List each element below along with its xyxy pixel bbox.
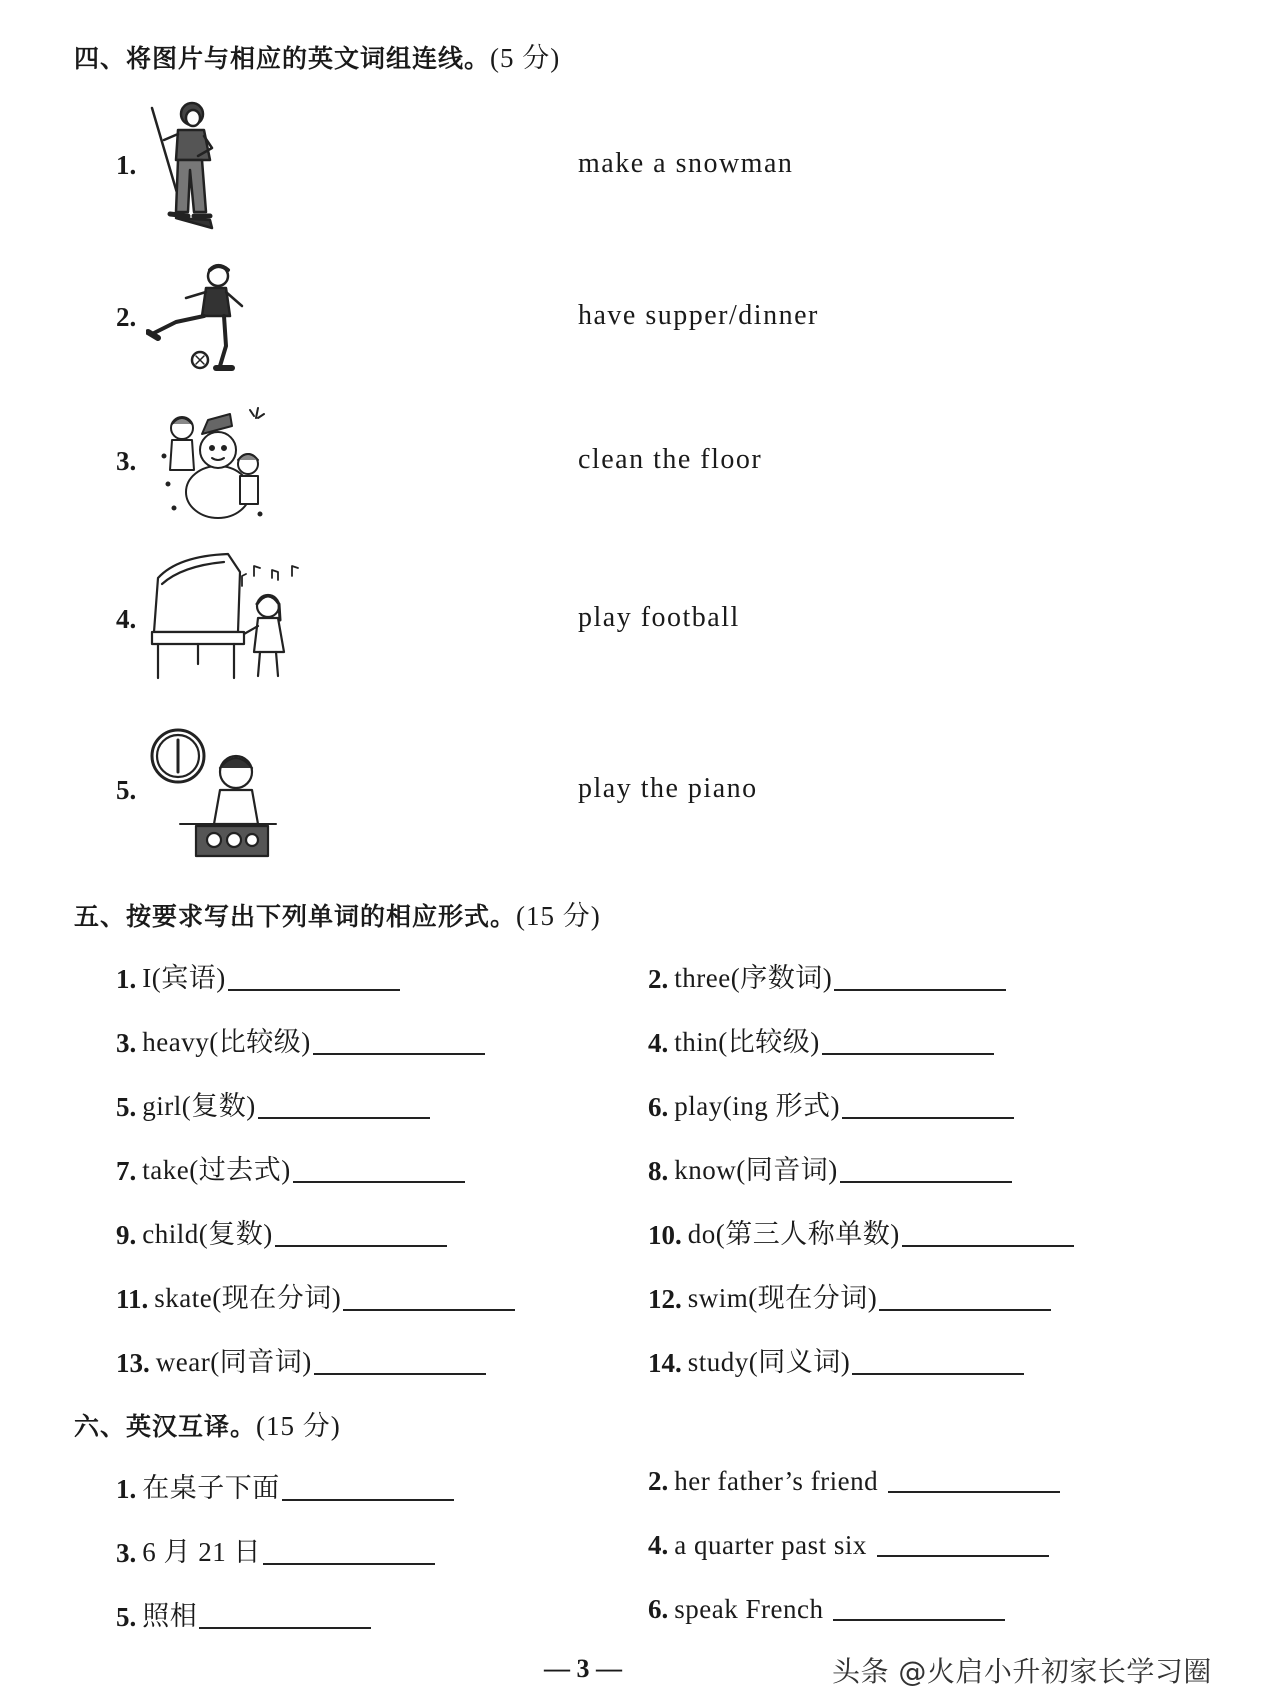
section5-title: 五、按要求写出下列单词的相应形式。(15 分) [74, 901, 601, 931]
answer-blank[interactable] [877, 1535, 1049, 1557]
answer-blank[interactable] [902, 1225, 1074, 1247]
word-form-item-2: 2. three(序数词) [648, 956, 1006, 995]
boy-kicking-football-icon [146, 262, 250, 372]
answer-blank[interactable] [842, 1097, 1014, 1119]
answer-blank[interactable] [228, 969, 400, 991]
answer-blank[interactable] [258, 1097, 430, 1119]
kids-with-snowman-icon [160, 404, 270, 522]
word-form-item-12: 12. swim(现在分词) [648, 1276, 1051, 1315]
word-form-item-5: 5. girl(复数) [116, 1084, 430, 1123]
boy-eating-dinner-with-clock-icon [150, 728, 284, 860]
section4-title: 四、将图片与相应的英文词组连线。(5 分) [74, 43, 561, 73]
answer-blank[interactable] [888, 1471, 1060, 1493]
picture-number-3: 3. [116, 446, 137, 476]
picture-number-2: 2. [116, 302, 137, 332]
answer-blank[interactable] [879, 1289, 1051, 1311]
answer-blank[interactable] [282, 1479, 454, 1501]
answer-blank[interactable] [852, 1353, 1024, 1375]
word-form-item-9: 9. child(复数) [116, 1212, 447, 1251]
word-form-item-10: 10. do(第三人称单数) [648, 1212, 1074, 1251]
word-form-item-13: 13. wear(同音词) [116, 1340, 486, 1379]
answer-blank[interactable] [199, 1607, 371, 1629]
picture-number-4: 4. [116, 604, 137, 634]
phrase-3: clean the floor [578, 444, 763, 475]
answer-blank[interactable] [263, 1543, 435, 1565]
word-form-item-6: 6. play(ing 形式) [648, 1084, 1014, 1123]
answer-blank[interactable] [314, 1353, 486, 1375]
watermark: 头条 @火启小升初家长学习圈 [832, 1655, 1212, 1688]
answer-blank[interactable] [834, 969, 1006, 991]
translation-item-5: 5. 照相 [116, 1594, 371, 1633]
phrase-4: play football [578, 602, 740, 633]
answer-blank[interactable] [343, 1289, 515, 1311]
translation-item-6: 6. speak French [648, 1594, 1005, 1625]
word-form-item-4: 4. thin(比较级) [648, 1020, 994, 1059]
word-form-item-3: 3. heavy(比较级) [116, 1020, 485, 1059]
translation-item-1: 1. 在桌子下面 [116, 1466, 454, 1505]
answer-blank[interactable] [833, 1599, 1005, 1621]
phrase-2: have supper/dinner [578, 300, 819, 331]
picture-number-1: 1. [116, 150, 137, 180]
answer-blank[interactable] [313, 1033, 485, 1055]
answer-blank[interactable] [293, 1161, 465, 1183]
word-form-item-14: 14. study(同义词) [648, 1340, 1024, 1379]
translation-item-2: 2. her father’s friend [648, 1466, 1060, 1497]
girl-sweeping-floor-icon [140, 100, 240, 232]
translation-item-4: 4. a quarter past six [648, 1530, 1049, 1561]
word-form-item-7: 7. take(过去式) [116, 1148, 465, 1187]
section6-title: 六、英汉互译。(15 分) [74, 1411, 341, 1441]
answer-blank[interactable] [840, 1161, 1012, 1183]
word-form-item-11: 11. skate(现在分词) [116, 1276, 515, 1315]
word-form-item-1: 1. I(宾语) [116, 956, 400, 995]
answer-blank[interactable] [822, 1033, 994, 1055]
phrase-1: make a snowman [578, 148, 794, 179]
picture-number-5: 5. [116, 775, 137, 805]
translation-item-3: 3. 6 月 21 日 [116, 1530, 435, 1569]
word-form-item-8: 8. know(同音词) [648, 1148, 1012, 1187]
girl-playing-piano-icon [148, 552, 304, 682]
answer-blank[interactable] [275, 1225, 447, 1247]
phrase-5: play the piano [578, 773, 758, 804]
page-number: — 3 — [544, 1654, 622, 1683]
